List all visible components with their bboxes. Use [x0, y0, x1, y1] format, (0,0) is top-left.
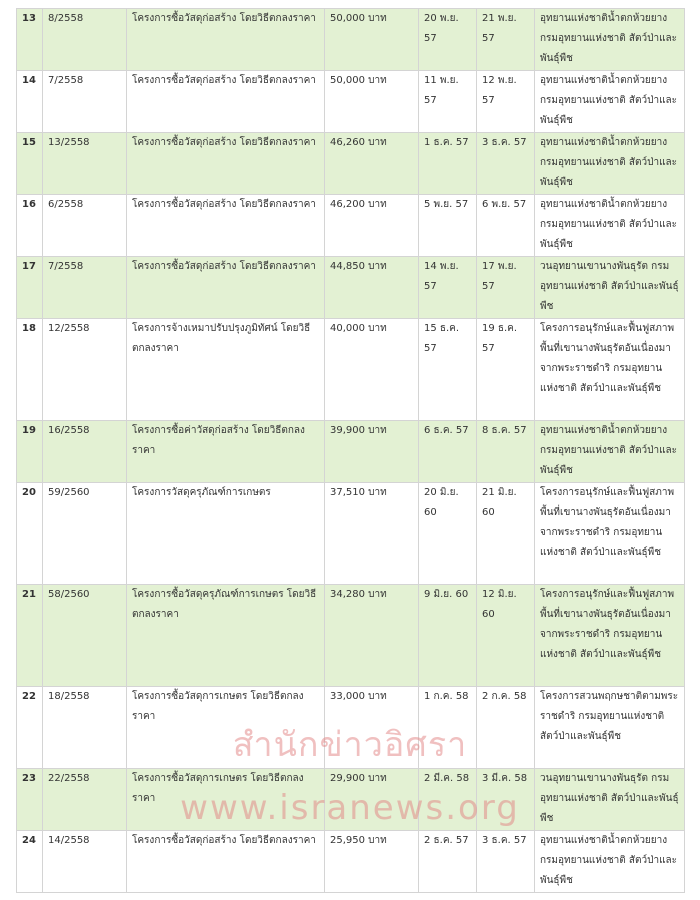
document-number: 58/2560 [43, 585, 127, 687]
document-number: 6/2558 [43, 195, 127, 257]
agency: อุทยานแห่งชาติน้ำตกห้วยยาง กรมอุทยานแห่งชาติ สัตว์ป่าและพันธุ์พืช [535, 421, 685, 483]
table-row [17, 71, 685, 133]
project-name: โครงการจ้างเหมาปรับปรุงภูมิทัศน์ โดยวิธีตกลงราคา [127, 319, 325, 421]
row-number: 17 [17, 257, 43, 319]
amount: 25,950 บาท [325, 831, 419, 893]
end-date: 2 ก.ค. 58 [477, 687, 535, 769]
amount: 40,000 บาท [325, 319, 419, 421]
project-name: โครงการซื้อวัสดุก่อสร้าง โดยวิธีตกลงราคา [127, 257, 325, 319]
row-number: 19 [17, 421, 43, 483]
end-date: 8 ธ.ค. 57 [477, 421, 535, 483]
end-date: 21 มิ.ย. 60 [477, 483, 535, 585]
table-row [17, 133, 685, 195]
start-date: 20 พ.ย. 57 [419, 9, 477, 71]
amount: 34,280 บาท [325, 585, 419, 687]
table-row [17, 421, 685, 483]
watermark-url: www.isranews.org [180, 788, 520, 828]
table-row [17, 195, 685, 257]
document-number: 14/2558 [43, 831, 127, 893]
end-date: 3 มี.ค. 58 [477, 769, 535, 831]
start-date: 5 พ.ย. 57 [419, 195, 477, 257]
row-number: 20 [17, 483, 43, 585]
start-date: 20 มิ.ย. 60 [419, 483, 477, 585]
document-number: 7/2558 [43, 257, 127, 319]
table-body [17, 9, 685, 893]
end-date: 21 พ.ย. 57 [477, 9, 535, 71]
amount: 46,260 บาท [325, 133, 419, 195]
start-date: 6 ธ.ค. 57 [419, 421, 477, 483]
row-number: 14 [17, 71, 43, 133]
end-date: 19 ธ.ค. 57 [477, 319, 535, 421]
end-date: 3 ธ.ค. 57 [477, 831, 535, 893]
end-date: 6 พ.ย. 57 [477, 195, 535, 257]
row-number: 22 [17, 687, 43, 769]
start-date: 1 ธ.ค. 57 [419, 133, 477, 195]
agency: อุทยานแห่งชาติน้ำตกห้วยยาง กรมอุทยานแห่งชาติ สัตว์ป่าและพันธุ์พืช [535, 71, 685, 133]
agency: โครงการสวนพฤกษชาติตามพระราชดำริ กรมอุทยานแห่งชาติ สัตว์ป่าและพันธุ์พืช [535, 687, 685, 769]
start-date: 2 มี.ค. 58 [419, 769, 477, 831]
row-number: 13 [17, 9, 43, 71]
table-row [17, 831, 685, 893]
amount: 29,900 บาท [325, 769, 419, 831]
end-date: 3 ธ.ค. 57 [477, 133, 535, 195]
project-name: โครงการซื้อวัสดุก่อสร้าง โดยวิธีตกลงราคา [127, 9, 325, 71]
table-row [17, 9, 685, 71]
document-number: 22/2558 [43, 769, 127, 831]
table-row [17, 483, 685, 585]
agency: อุทยานแห่งชาติน้ำตกห้วยยาง กรมอุทยานแห่งชาติ สัตว์ป่าและพันธุ์พืช [535, 9, 685, 71]
project-name: โครงการซื้อวัสดุครุภัณฑ์การเกษตร โดยวิธีตกลงราคา [127, 585, 325, 687]
end-date: 12 พ.ย. 57 [477, 71, 535, 133]
project-name: โครงการซื้อวัสดุก่อสร้าง โดยวิธีตกลงราคา [127, 71, 325, 133]
agency: อุทยานแห่งชาติน้ำตกห้วยยาง กรมอุทยานแห่งชาติ สัตว์ป่าและพันธุ์พืช [535, 133, 685, 195]
row-number: 24 [17, 831, 43, 893]
start-date: 1 ก.ค. 58 [419, 687, 477, 769]
start-date: 14 พ.ย. 57 [419, 257, 477, 319]
row-number: 15 [17, 133, 43, 195]
document-number: 13/2558 [43, 133, 127, 195]
table-row [17, 257, 685, 319]
agency: วนอุทยานเขานางพันธุรัต กรมอุทยานแห่งชาติ สัตว์ป่าและพันธุ์พืช [535, 769, 685, 831]
document-number: 7/2558 [43, 71, 127, 133]
agency: อุทยานแห่งชาติน้ำตกห้วยยาง กรมอุทยานแห่งชาติ สัตว์ป่าและพันธุ์พืช [535, 195, 685, 257]
table-row [17, 687, 685, 769]
row-number: 23 [17, 769, 43, 831]
table-row [17, 319, 685, 421]
row-number: 18 [17, 319, 43, 421]
agency: โครงการอนุรักษ์และฟื้นฟูสภาพพื้นที่เขานางพันธุรัตอันเนื่องมาจากพระราชดำริ กรมอุทยานแห่งชาติ สัตว์ป่าและพันธุ์พืช [535, 483, 685, 585]
amount: 39,900 บาท [325, 421, 419, 483]
row-number: 21 [17, 585, 43, 687]
end-date: 17 พ.ย. 57 [477, 257, 535, 319]
project-name: โครงการวัสดุครุภัณฑ์การเกษตร [127, 483, 325, 585]
document-number: 18/2558 [43, 687, 127, 769]
agency: อุทยานแห่งชาติน้ำตกห้วยยาง กรมอุทยานแห่งชาติ สัตว์ป่าและพันธุ์พืช [535, 831, 685, 893]
start-date: 9 มิ.ย. 60 [419, 585, 477, 687]
project-name: โครงการซื้อวัสดุก่อสร้าง โดยวิธีตกลงราคา [127, 195, 325, 257]
agency: โครงการอนุรักษ์และฟื้นฟูสภาพพื้นที่เขานางพันธุรัตอันเนื่องมาจากพระราชดำริ กรมอุทยานแห่งชาติ สัตว์ป่าและพันธุ์พืช [535, 319, 685, 421]
procurement-table [16, 8, 685, 893]
end-date: 12 มิ.ย. 60 [477, 585, 535, 687]
project-name: โครงการซื้อวัสดุก่อสร้าง โดยวิธีตกลงราคา [127, 133, 325, 195]
document-number: 12/2558 [43, 319, 127, 421]
amount: 33,000 บาท [325, 687, 419, 769]
amount: 46,200 บาท [325, 195, 419, 257]
project-name: โครงการซื้อวัสดุก่อสร้าง โดยวิธีตกลงราคา [127, 831, 325, 893]
document-number: 8/2558 [43, 9, 127, 71]
amount: 50,000 บาท [325, 71, 419, 133]
table-row [17, 769, 685, 831]
project-name: โครงการซื้อค่าวัสดุก่อสร้าง โดยวิธีตกลงราคา [127, 421, 325, 483]
document-number: 16/2558 [43, 421, 127, 483]
project-name: โครงการซื้อวัสดุการเกษตร โดยวิธีตกลงราคา [127, 769, 325, 831]
agency: โครงการอนุรักษ์และฟื้นฟูสภาพพื้นที่เขานางพันธุรัตอันเนื่องมาจากพระราชดำริ กรมอุทยานแห่งชาติ สัตว์ป่าและพันธุ์พืช [535, 585, 685, 687]
amount: 44,850 บาท [325, 257, 419, 319]
start-date: 11 พ.ย. 57 [419, 71, 477, 133]
amount: 50,000 บาท [325, 9, 419, 71]
project-name: โครงการซื้อวัสดุการเกษตร โดยวิธีตกลงราคา [127, 687, 325, 769]
document-number: 59/2560 [43, 483, 127, 585]
agency: วนอุทยานเขานางพันธุรัต กรมอุทยานแห่งชาติ สัตว์ป่าและพันธุ์พืช [535, 257, 685, 319]
start-date: 2 ธ.ค. 57 [419, 831, 477, 893]
table-row [17, 585, 685, 687]
row-number: 16 [17, 195, 43, 257]
start-date: 15 ธ.ค. 57 [419, 319, 477, 421]
amount: 37,510 บาท [325, 483, 419, 585]
watermark-thai: สำนักข่าวอิศรา [232, 725, 468, 765]
